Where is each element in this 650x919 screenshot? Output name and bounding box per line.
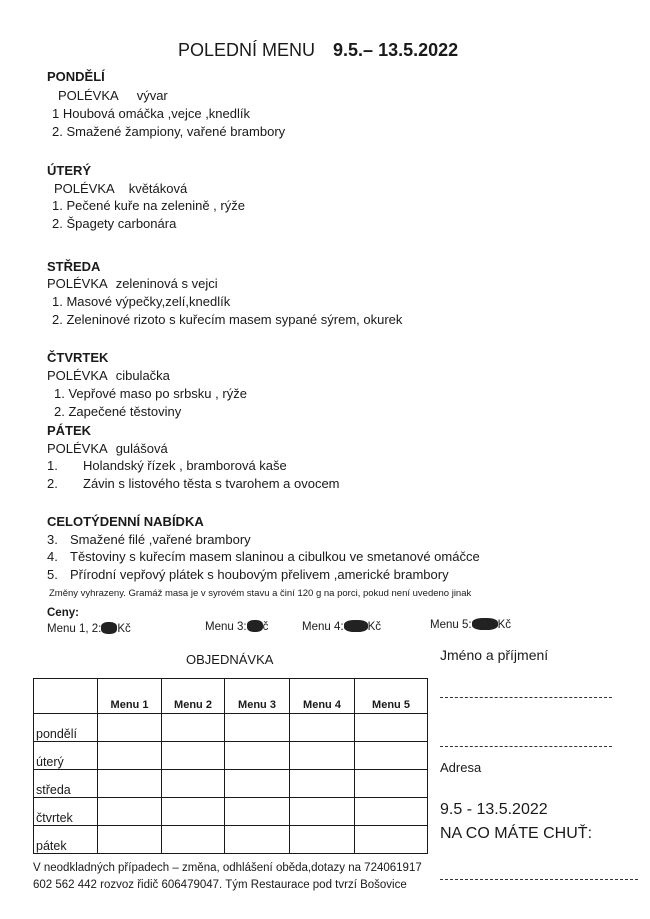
soup-wednesday: [47, 276, 218, 291]
order-cell[interactable]: [290, 742, 355, 770]
weekly-title: CELOTÝDENNÍ NABÍDKA: [47, 514, 204, 529]
order-cell[interactable]: [290, 770, 355, 798]
order-cell[interactable]: [162, 742, 225, 770]
price-unit: Kč: [497, 619, 511, 631]
day-thursday: ČTVRTEK: [47, 350, 109, 365]
order-cell[interactable]: [225, 826, 290, 854]
order-table: [33, 678, 428, 854]
order-header-row: [34, 679, 428, 714]
day-wednesday: STŘEDA: [47, 259, 101, 274]
footer-line-1: V neodkladných případech – změna, odhlášení oběda,dotazy na 724061917: [33, 862, 422, 874]
soup-name: vývar: [136, 88, 168, 103]
order-cell[interactable]: [355, 742, 428, 770]
soup-name: gulášová: [115, 441, 168, 456]
redaction-blot: [344, 620, 368, 632]
redaction-blot: [247, 620, 263, 632]
address-line[interactable]: [440, 879, 638, 880]
table-row: [34, 826, 428, 854]
price-unit: Kč: [117, 623, 131, 635]
slogan: NA CO MÁTE CHUŤ:: [440, 825, 593, 842]
price-menu12: [47, 622, 131, 635]
order-cell[interactable]: [355, 714, 428, 742]
soup-label: POLÉVKA: [58, 88, 119, 103]
menu-item: Závin s listového těsta s tvarohem a ovocem: [83, 476, 340, 491]
soup-name: zeleninová s vejci: [115, 276, 218, 291]
table-row: [34, 770, 428, 798]
table-row: [34, 798, 428, 826]
day-friday: PÁTEK: [47, 423, 92, 438]
price-label: Menu 1, 2:: [47, 623, 102, 635]
order-cell[interactable]: [98, 742, 162, 770]
column-header: Menu 2: [162, 679, 225, 714]
price-menu3: [205, 620, 268, 633]
soup-thursday: [47, 368, 170, 383]
menu-item: 2. Zapečené těstoviny: [54, 404, 182, 419]
order-cell[interactable]: [290, 714, 355, 742]
title-text: POLEDNÍ MENU: [178, 40, 316, 60]
price-menu5: [430, 618, 511, 631]
menu-item-number: 2.: [47, 476, 58, 491]
row-label: čtvrtek: [34, 798, 98, 826]
soup-monday: [58, 88, 168, 103]
footer-line-2: 602 562 442 rozvoz řidič 606479047. Tým Restaurace pod tvrzí Bošovice: [33, 879, 407, 891]
soup-friday: [47, 441, 168, 456]
table-row: [34, 742, 428, 770]
order-cell[interactable]: [225, 714, 290, 742]
corner-cell: [34, 679, 98, 714]
price-menu4: [302, 620, 381, 633]
order-cell[interactable]: [355, 770, 428, 798]
menu-item-number: 3.: [47, 532, 58, 547]
menu-item: 2. Zeleninové rizoto s kuřecím masem sypané sýrem, okurek: [52, 312, 403, 327]
price-unit: č: [262, 621, 269, 633]
menu-item: 1. Masové výpečky,zelí,knedlík: [52, 294, 231, 309]
soup-label: POLÉVKA: [47, 276, 108, 291]
column-header: Menu 5: [355, 679, 428, 714]
soup-name: cibulačka: [115, 368, 170, 383]
order-cell[interactable]: [162, 714, 225, 742]
column-header: Menu 3: [225, 679, 290, 714]
address-label: Adresa: [440, 760, 482, 775]
soup-label: POLÉVKA: [47, 441, 108, 456]
menu-item: Těstoviny s kuřecím masem slaninou a cibulkou ve smetanové omáčce: [70, 549, 480, 564]
order-cell[interactable]: [98, 770, 162, 798]
name-line-2[interactable]: [440, 746, 612, 747]
menu-item-number: 5.: [47, 567, 58, 582]
row-label: pátek: [34, 826, 98, 854]
menu-item: 1. Vepřové maso po srbsku , rýže: [54, 386, 247, 401]
menu-item: 1 Houbová omáčka ,vejce ,knedlík: [52, 106, 250, 121]
menu-item: 2. Smažené žampiony, vařené brambory: [52, 124, 286, 139]
order-cell[interactable]: [290, 826, 355, 854]
order-cell[interactable]: [98, 826, 162, 854]
page-title: [178, 40, 458, 61]
day-monday: PONDĚLÍ: [47, 69, 105, 84]
note: Změny vyhrazeny. Gramáž masa je v syrovém stavu a činí 120 g na porci, pokud není uvedeno jinak: [49, 588, 472, 599]
name-line[interactable]: [440, 697, 612, 698]
order-cell[interactable]: [225, 742, 290, 770]
soup-tuesday: [54, 181, 187, 196]
side-dates: 9.5 - 13.5.2022: [440, 801, 548, 818]
row-label: pondělí: [34, 714, 98, 742]
redaction-blot: [472, 618, 498, 630]
menu-item: Smažené filé ,vařené brambory: [70, 532, 251, 547]
menu-item: Holandský řízek , bramborová kaše: [83, 458, 287, 473]
prices-label: Ceny:: [47, 607, 79, 619]
title-dates: 9.5.– 13.5.2022: [333, 40, 459, 60]
order-cell[interactable]: [98, 714, 162, 742]
soup-name: květáková: [128, 181, 188, 196]
table-row: [34, 714, 428, 742]
order-cell[interactable]: [225, 770, 290, 798]
price-unit: Kč: [367, 621, 381, 633]
soup-label: POLÉVKA: [47, 368, 108, 383]
order-cell[interactable]: [162, 770, 225, 798]
menu-item-number: 4.: [47, 549, 58, 564]
menu-item: 2. Špagety carbonára: [52, 216, 177, 231]
price-label: Menu 5:: [430, 619, 472, 631]
order-cell[interactable]: [162, 826, 225, 854]
order-cell[interactable]: [225, 798, 290, 826]
row-label: středa: [34, 770, 98, 798]
order-cell[interactable]: [355, 826, 428, 854]
order-cell[interactable]: [162, 798, 225, 826]
redaction-blot: [101, 622, 117, 634]
order-cell[interactable]: [290, 798, 355, 826]
day-tuesday: ÚTERÝ: [47, 163, 92, 178]
name-label: Jméno a příjmení: [440, 647, 549, 663]
price-label: Menu 3:: [205, 621, 247, 633]
price-label: Menu 4:: [302, 621, 344, 633]
order-cell[interactable]: [98, 798, 162, 826]
menu-item: Přírodní vepřový plátek s houbovým přelivem ,americké brambory: [70, 567, 449, 582]
order-title: OBJEDNÁVKA: [186, 652, 274, 667]
order-cell[interactable]: [355, 798, 428, 826]
column-header: Menu 4: [290, 679, 355, 714]
menu-item-number: 1.: [47, 458, 58, 473]
soup-label: POLÉVKA: [54, 181, 115, 196]
menu-item: 1. Pečené kuře na zelenině , rýže: [52, 198, 245, 213]
column-header: Menu 1: [98, 679, 162, 714]
row-label: úterý: [34, 742, 98, 770]
